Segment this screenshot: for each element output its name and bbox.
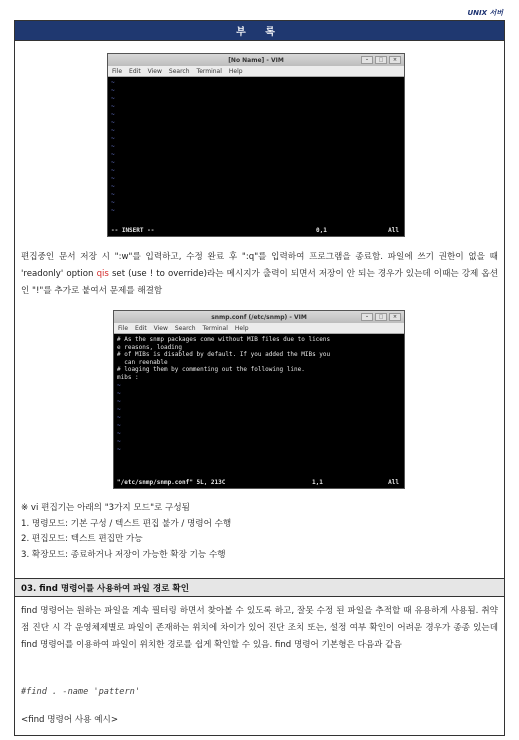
vim-scroll-all: All: [388, 479, 399, 486]
vi-modes-list: [21, 501, 231, 563]
close-icon: ×: [389, 313, 401, 321]
vim-screen: [108, 77, 404, 236]
menu-view: View: [153, 324, 168, 332]
vim-scroll-all: All: [388, 227, 399, 234]
document-label: UNIX 서버: [467, 9, 503, 17]
list-item: 3. 확장모드: 종료하거나 저장이 가능한 확장 기능 수행: [21, 549, 226, 560]
vim-file-info: "/etc/snmp/snmp.conf" 5L, 213C: [117, 479, 226, 486]
menu-search: Search: [168, 67, 190, 75]
menu-edit: Edit: [129, 67, 141, 75]
vim-menubar: [114, 323, 404, 334]
menu-terminal: Terminal: [196, 67, 222, 75]
file-line: # of MIBs is disabled by default. If you added the MIBs you: [117, 351, 331, 359]
close-icon: ×: [389, 56, 401, 64]
list-item: 1. 명령모드: 기본 구성 / 텍스트 편집 불가 / 명령어 수행: [21, 518, 232, 529]
file-line: # As the snmp packages come without MIB files due to licens: [117, 336, 331, 343]
window-controls: [361, 56, 401, 64]
menu-search: Search: [174, 324, 196, 332]
menu-help: Help: [228, 67, 243, 75]
file-line: e reasons, loading: [117, 343, 183, 351]
vim-title: [No Name] - VIM: [228, 56, 284, 64]
window-controls: [361, 313, 401, 321]
code-find-command: #find . -name 'pattern': [21, 687, 140, 697]
vim-titlebar: [114, 311, 404, 323]
minimize-icon: –: [361, 313, 373, 321]
example-caption: <find 명령어 사용 예시>: [21, 715, 119, 725]
vim-screen: [114, 334, 404, 488]
maximize-icon: □: [375, 313, 387, 321]
vim-window-empty: [107, 53, 405, 237]
vim-titlebar: [108, 54, 404, 66]
menu-file: File: [112, 67, 123, 75]
menu-help: Help: [234, 324, 249, 332]
paragraph-save-quit: 편집중인 문서 저장 시 ":w"를 입력하고, 수정 완료 후 ":q"를 입력하여 프로그램을 종료함. 파일에 쓰기 권한이 없을 때 'readonly' option qis set (use ! to override)라는 메시지가 출력이 되면서 저장이 안 되는 경우가 있는데 이때는 강제 옵션인 "!"를 추가로 붙여서 문제를 해결함: [21, 252, 498, 296]
list-item: 2. 편집모드: 텍스트 편집만 가능: [21, 534, 143, 544]
vim-window-snmp: [113, 310, 405, 489]
paragraph-find: find 명령어는 원하는 파일을 계속 필터링 하면서 찾아볼 수 있도록 하고, 잘못 수정 된 파일을 추적할 때 유용하게 사용됨. 취약점 진단 시 각 운영체제별로 파일이 존재하는 위치에 차이가 있어 진단 조치 또는, 설정 여부 확인이 어려운 경우가 종종 있는데 find 명령어를 이용하여 파일이 위치한 경로를 쉽게 확인할 수 있음. find 명령어 기본형은 다음과 같음: [21, 606, 498, 650]
file-line: mibs :: [117, 373, 139, 381]
highlight-text: qis: [96, 269, 109, 279]
vim-mode: -- INSERT --: [111, 227, 155, 234]
menu-view: View: [147, 67, 162, 75]
vim-statusline: [111, 227, 401, 234]
menu-edit: Edit: [135, 324, 147, 332]
file-line: # loaging them by commenting out the following line.: [117, 366, 305, 374]
minimize-icon: –: [361, 56, 373, 64]
vim-cursor-pos: 0,1: [316, 227, 327, 234]
vim-statusline: [117, 479, 401, 486]
vim-title: snmp.conf (/etc/snmp) - VIM: [211, 313, 307, 321]
section-heading: 03. find 명령어를 사용하여 파일 경로 확인: [15, 578, 504, 597]
file-line: can reenable: [117, 358, 168, 366]
vim-cursor-pos: 1,1: [312, 479, 323, 486]
content-frame: [14, 20, 505, 736]
empty-line-markers: ~ ~ ~ ~ ~ ~ ~ ~ ~ ~ ~ ~ ~ ~ ~ ~ ~: [111, 79, 115, 214]
maximize-icon: □: [375, 56, 387, 64]
appendix-banner: 부 록: [15, 21, 504, 41]
list-note: ※ vi 편집기는 아래의 "3가지 모드"로 구성됨: [21, 503, 190, 513]
menu-file: File: [118, 324, 129, 332]
vim-menubar: [108, 66, 404, 77]
menu-terminal: Terminal: [202, 324, 228, 332]
empty-line-markers: ~ ~ ~ ~ ~ ~ ~ ~ ~: [117, 381, 121, 453]
